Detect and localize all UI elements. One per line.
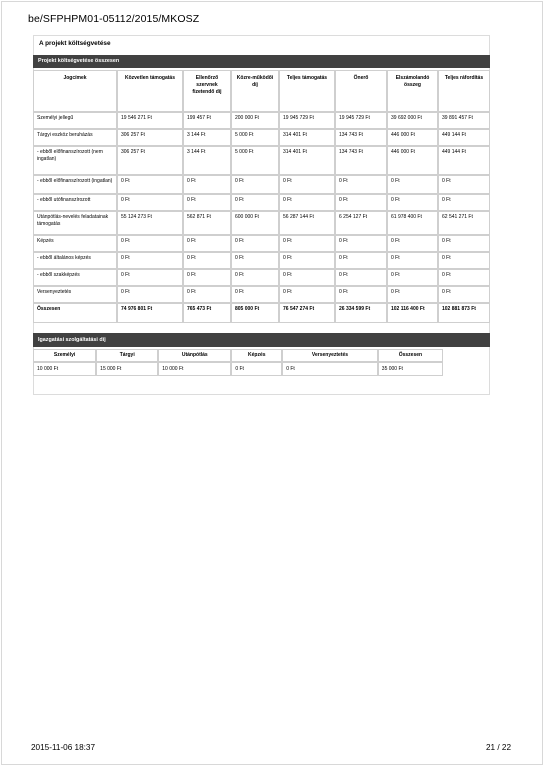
table-cell: 134 743 Ft: [335, 129, 387, 146]
table-cell: 5 000 Ft: [231, 146, 279, 175]
table-cell: 5 000 Ft: [231, 129, 279, 146]
table-row: [33, 303, 490, 323]
header-ellenorzo-dij: Ellenőrző szervnek fizetendő díj: [183, 70, 231, 112]
table-cell: 3 144 Ft: [183, 146, 231, 175]
table-cell: 39 891 457 Ft: [438, 112, 490, 129]
table-cell: 0 Ft: [387, 175, 438, 194]
table-cell: 805 000 Ft: [231, 303, 279, 323]
table-cell: 199 457 Ft: [183, 112, 231, 129]
table-cell: 0 Ft: [279, 175, 335, 194]
table-row: [33, 129, 490, 146]
row-label: Utánpótlás-nevelés feladatainak támogatás: [33, 211, 117, 235]
table-row: [33, 235, 490, 252]
table-cell: 0 Ft: [117, 286, 183, 303]
table-row: [33, 252, 490, 269]
table-cell: 0 Ft: [335, 252, 387, 269]
table-cell: 61 978 400 Ft: [387, 211, 438, 235]
table-cell: 765 473 Ft: [183, 303, 231, 323]
table-row: [33, 175, 490, 194]
table-cell: 600 000 Ft: [231, 211, 279, 235]
table-cell: 0 Ft: [387, 252, 438, 269]
summary-table: [33, 70, 490, 323]
table-cell: 314 401 Ft: [279, 146, 335, 175]
table-cell: 0 Ft: [231, 269, 279, 286]
table-cell: 0 Ft: [335, 286, 387, 303]
table-cell: 0 Ft: [231, 235, 279, 252]
table-cell: 306 257 Ft: [117, 146, 183, 175]
footer-date: 2015-11-06 18:37: [31, 743, 96, 752]
header-jogcimek: Jogcímek: [33, 70, 117, 112]
table-cell: 19 546 271 Ft: [117, 112, 183, 129]
admin-cell: 35 000 Ft: [378, 362, 443, 376]
row-label: - ebből szakképzés: [33, 269, 117, 286]
table-cell: 0 Ft: [183, 194, 231, 211]
table-cell: 562 871 Ft: [183, 211, 231, 235]
admin-header-kepzes: Képzés: [231, 349, 282, 362]
table-cell: 0 Ft: [279, 286, 335, 303]
table-cell: 102 881 873 Ft: [438, 303, 490, 323]
table-cell: 0 Ft: [231, 175, 279, 194]
row-label: - ebből utófinanszírozott: [33, 194, 117, 211]
table-cell: 0 Ft: [387, 235, 438, 252]
table-row: [33, 194, 490, 211]
table-cell: 314 401 Ft: [279, 129, 335, 146]
admin-header-szemelyi: Személyi: [33, 349, 96, 362]
summary-band: Projekt költségvetése összesen: [33, 55, 490, 68]
table-cell: 74 976 801 Ft: [117, 303, 183, 323]
table-cell: 0 Ft: [183, 252, 231, 269]
table-cell: 0 Ft: [117, 175, 183, 194]
table-cell: 102 116 400 Ft: [387, 303, 438, 323]
table-cell: 446 000 Ft: [387, 129, 438, 146]
table-cell: 0 Ft: [231, 194, 279, 211]
row-label: Képzés: [33, 235, 117, 252]
document-id: be/SFPHPM01-05112/2015/MKOSZ: [28, 13, 200, 25]
table-cell: 0 Ft: [387, 269, 438, 286]
table-cell: 0 Ft: [438, 175, 490, 194]
table-row: [33, 146, 490, 175]
table-cell: 0 Ft: [335, 269, 387, 286]
table-cell: 0 Ft: [438, 252, 490, 269]
table-cell: 6 254 127 Ft: [335, 211, 387, 235]
table-cell: 62 541 271 Ft: [438, 211, 490, 235]
table-cell: 306 257 Ft: [117, 129, 183, 146]
table-cell: 0 Ft: [183, 286, 231, 303]
footer-page-number: 21 / 22: [486, 743, 512, 752]
header-teljes-raforditas: Teljes ráfordítás: [438, 70, 490, 112]
admin-cell: 0 Ft: [231, 362, 282, 376]
table-cell: 39 692 000 Ft: [387, 112, 438, 129]
header-teljes-tamogatas: Teljes támogatás: [279, 70, 335, 112]
table-cell: 0 Ft: [335, 194, 387, 211]
header-kozremukodoi-dij: Közre-működői díj: [231, 70, 279, 112]
table-cell: 0 Ft: [438, 194, 490, 211]
admin-table: [33, 349, 443, 376]
table-cell: 19 945 729 Ft: [335, 112, 387, 129]
admin-header-osszesen: Összesen: [378, 349, 443, 362]
admin-cell: 15 000 Ft: [96, 362, 158, 376]
row-label: Tárgyi eszköz beruházás: [33, 129, 117, 146]
row-label: Személyi jellegű: [33, 112, 117, 129]
table-cell: 134 743 Ft: [335, 146, 387, 175]
table-cell: 76 547 274 Ft: [279, 303, 335, 323]
table-cell: 0 Ft: [117, 252, 183, 269]
table-cell: 0 Ft: [279, 235, 335, 252]
table-cell: 0 Ft: [279, 194, 335, 211]
table-row: [33, 286, 490, 303]
table-cell: 0 Ft: [117, 235, 183, 252]
table-cell: 446 000 Ft: [387, 146, 438, 175]
table-cell: 0 Ft: [438, 286, 490, 303]
table-cell: 0 Ft: [438, 235, 490, 252]
row-label: - ebből előfinanszírozott (ingatlan): [33, 175, 117, 194]
admin-cell: 10 000 Ft: [33, 362, 96, 376]
table-row: [33, 269, 490, 286]
admin-header-versenyeztetes: Versenyeztetés: [282, 349, 378, 362]
row-label: Összesen: [33, 303, 117, 323]
row-label: Versenyeztetés: [33, 286, 117, 303]
table-cell: 0 Ft: [335, 175, 387, 194]
admin-cell: 0 Ft: [282, 362, 378, 376]
header-kozvetlen-tamogatas: Közvetlen támogatás: [117, 70, 183, 112]
table-cell: 26 334 599 Ft: [335, 303, 387, 323]
table-cell: 0 Ft: [335, 235, 387, 252]
table-cell: 55 124 273 Ft: [117, 211, 183, 235]
admin-header-utanpotlas: Utánpótlás: [158, 349, 231, 362]
admin-band: Igazgatási szolgáltatási díj: [33, 333, 490, 347]
row-label: - ebből általános képzés: [33, 252, 117, 269]
table-cell: 0 Ft: [231, 252, 279, 269]
admin-cell: 10 000 Ft: [158, 362, 231, 376]
table-cell: 200 000 Ft: [231, 112, 279, 129]
table-cell: 0 Ft: [231, 286, 279, 303]
table-cell: 3 144 Ft: [183, 129, 231, 146]
admin-row: [33, 362, 443, 376]
table-cell: 56 287 144 Ft: [279, 211, 335, 235]
table-row: [33, 112, 490, 129]
table-cell: 19 945 729 Ft: [279, 112, 335, 129]
table-cell: 449 144 Ft: [438, 146, 490, 175]
section-title: A projekt költségvetése: [39, 40, 111, 47]
table-cell: 449 144 Ft: [438, 129, 490, 146]
table-cell: 0 Ft: [183, 269, 231, 286]
table-row: [33, 211, 490, 235]
table-cell: 0 Ft: [117, 269, 183, 286]
table-cell: 0 Ft: [279, 269, 335, 286]
row-label: - ebből előfinanszírozott (nem ingatlan): [33, 146, 117, 175]
table-cell: 0 Ft: [387, 286, 438, 303]
header-elszamolando-osszeg: Elszámolandó összeg: [387, 70, 438, 112]
header-onero: Önerő: [335, 70, 387, 112]
table-cell: 0 Ft: [183, 235, 231, 252]
table-cell: 0 Ft: [279, 252, 335, 269]
table-cell: 0 Ft: [183, 175, 231, 194]
table-cell: 0 Ft: [117, 194, 183, 211]
table-cell: 0 Ft: [387, 194, 438, 211]
admin-header-targyi: Tárgyi: [96, 349, 158, 362]
table-cell: 0 Ft: [438, 269, 490, 286]
